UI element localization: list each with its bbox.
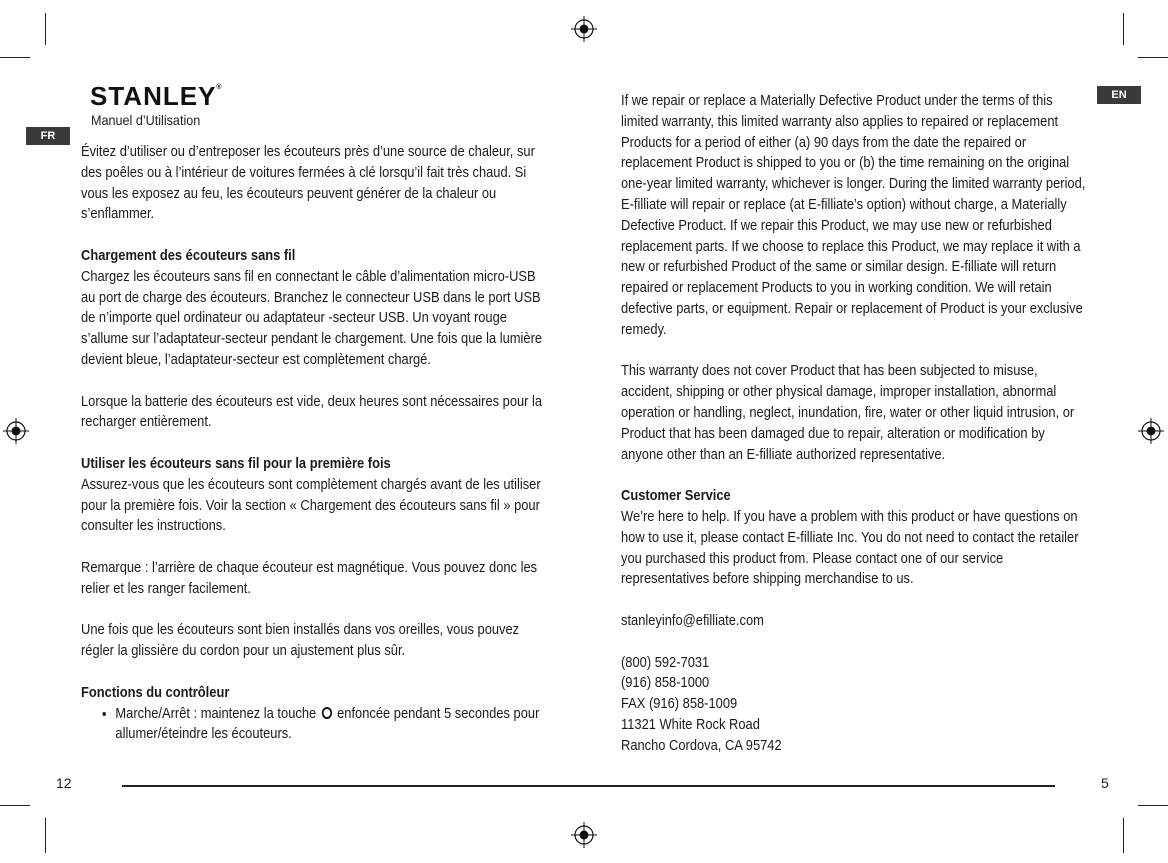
support-email: stanleyinfo@efilliate.com [621,611,764,629]
exclusion-paragraph: This warranty does not cover Product that has been subjected to misuse, accident, shipping or other physical damage, improper installation, abnormal operation or handling, neglect, inundation, fire, water or other liquid intrusion, or Product that has been damaged due to repair, alteration or modification by anyone other than an E-filliate authorized representative. [621,362,1075,463]
page-number-left: 12 [56,775,72,791]
registration-mark-icon [1138,418,1164,444]
controller-item-text: Marche/Arrêt : maintenez la touche [115,704,317,722]
registration-mark-icon [3,418,29,444]
crop-mark [0,57,30,58]
crop-mark [0,805,30,806]
logo-text: STANLEY [90,81,217,111]
page-number-right: 5 [1101,775,1109,791]
controller-heading: Fonctions du contrôleur [81,683,230,701]
controller-list [81,704,545,746]
charging-heading: Chargement des écouteurs sans fil [81,246,296,264]
first-use-heading: Utiliser les écouteurs sans fil pour la première fois [81,454,391,472]
list-item [115,704,545,746]
customer-service-paragraph: We’re here to help. If you have a problem with this product or have questions on how to use it, please contact E-filliate Inc. You do not need to contact the retailer you purchased this product from. Please contact one of our service representatives before shipping merchandise to us. [621,507,1079,588]
registered-mark: ® [216,84,222,91]
crop-mark [1138,57,1168,58]
left-column [81,142,545,745]
address-line: Rancho Cordova, CA 95742 [621,736,782,754]
fit-paragraph: Une fois que les écouteurs sont bien installés dans vos oreilles, vous pouvez régler la glissière du cordon pour un ajustement plus sûr. [81,621,520,660]
registration-mark-icon [571,16,597,42]
fax-number: FAX (916) 858-1009 [621,695,738,713]
customer-service-heading: Customer Service [621,487,731,505]
charging-paragraph: Chargez les écouteurs sans fil en connectant le câble d’alimentation micro-USB au port de charge des écouteurs. Branchez le connecteur USB dans le port USB de n’importe quel ordinateur ou adaptateur -secteur USB. Un voyant rouge s’allume sur l’adaptateur-secteur pendant le chargement. Une fois que la lumière devient bleue, l’adaptateur-secteur est complètement chargé. [81,267,543,368]
crop-mark [1123,818,1124,853]
phone-number: (800) 592-7031 [621,653,710,671]
intro-paragraph: Évitez d’utiliser ou d’entreposer les écouteurs près d’une source de chaleur, sur des poêles ou à l’intérieur de voitures fermées à clé lorsqu’il fait très chaud. Si vous les exposez au feu, les écouteurs peuvent générer de la chaleur ou s’enflammer. [81,143,535,223]
first-use-paragraph: Assurez-vous que les écouteurs sont complètement chargés avant de les utiliser pour la première fois. Voir la section « Chargement des écouteurs sans fil » pour consulter les instructions. [81,475,541,535]
power-button-icon [321,707,331,719]
battery-paragraph: Lorsque la batterie des écouteurs est vide, deux heures sont nécessaires pour la recharger entièrement. [81,392,543,431]
crop-mark [1123,13,1124,45]
phone-number: (916) 858-1000 [621,674,710,692]
crop-mark [1138,805,1168,806]
address-line: 11321 White Rock Road [621,715,760,733]
repair-paragraph: If we repair or replace a Materially Defective Product under the terms of this limited warranty, this limited warranty also applies to repaired or replacement Products for a period of either (a) 90 days from the date the repaired or replacement Product is shipped to you or (b) the time remaining on the original one-year limited warranty, whichever is longer. During the limited warranty period, E-filliate will repair or replace (at E-filliate’s option) without charge, a Materially Defective Product. If we repair this Product, we may use new or refurbished replacement parts. If we choose to replace this Product, we may replace it with a new or refurbished Product of the same or similar design. E-filliate will return repaired or replacement Products to you in working condition. We will retain defective parts, or equipment. Repair or replacement of Product is your exclusive remedy. [621,92,1086,338]
controller-item-text: enfoncée pendant 5 secondes pour allumer/éteindre les écouteurs. [115,704,540,743]
manual-title: Manuel d’Utilisation [91,112,201,128]
language-tab-fr: FR [26,127,70,145]
crop-mark [45,818,46,853]
note-paragraph: Remarque : l’arrière de chaque écouteur est magnétique. Vous pouvez donc les relier et les ranger facilement. [81,558,538,597]
stanley-logo [90,81,222,112]
right-column [621,91,1090,757]
crop-mark [45,13,46,45]
footer-rule [122,785,1055,787]
language-tab-en: EN [1097,86,1141,104]
registration-mark-icon [571,822,597,848]
